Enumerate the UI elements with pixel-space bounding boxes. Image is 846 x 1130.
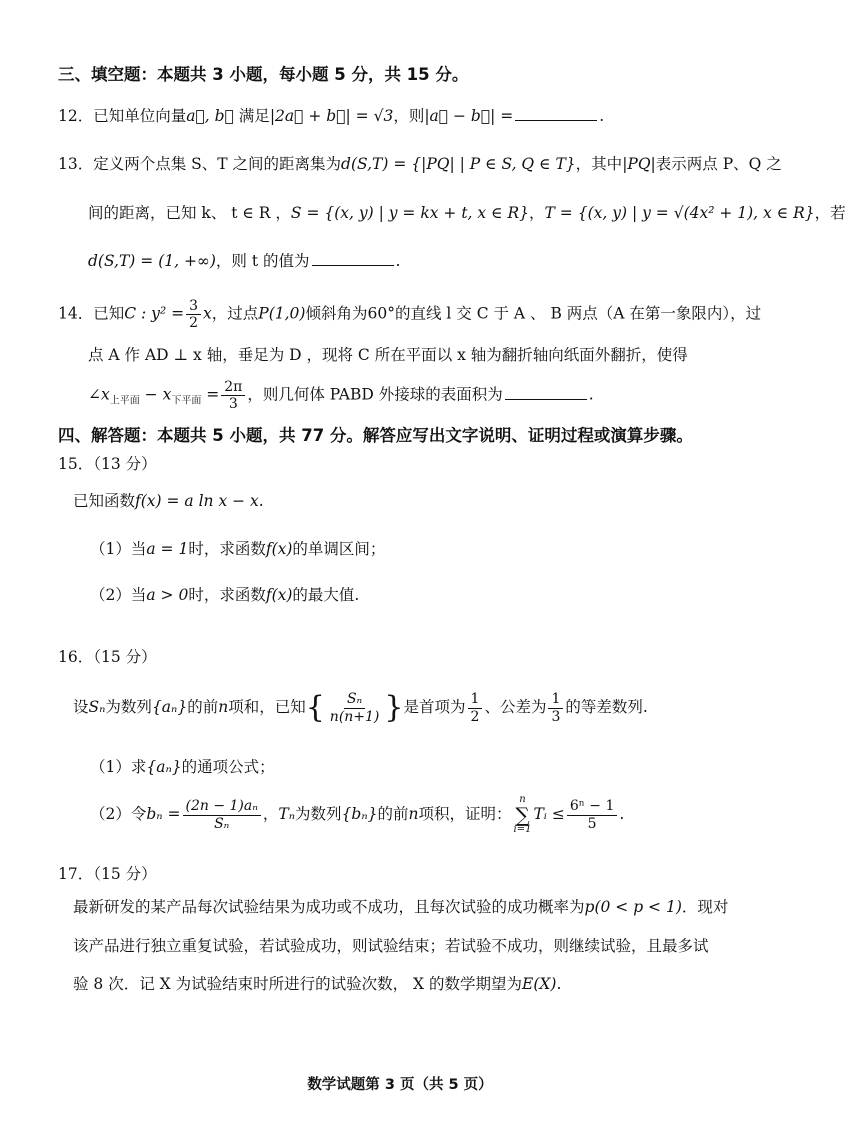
question-13-line2 — [88, 201, 846, 225]
q15-a-value: a = 1 — [146, 540, 189, 558]
q17-text: 验 8 次．记 X 为试验结束时所进行的试验次数， X 的数学期望为 — [73, 975, 522, 993]
q13-distance-set: d(S,T) = {|PQ| | P ∈ S, Q ∈ T} — [341, 155, 576, 173]
q13-text: ，则 t 的值为 — [215, 252, 310, 270]
q16-sn: Sₙ — [88, 698, 106, 716]
q16-bn: bₙ = — [146, 805, 181, 823]
q12-condition: |2a⃗ + b⃗| = √3 — [269, 107, 394, 125]
q16-text: ， — [262, 805, 279, 823]
sum-lower: i=1 — [513, 824, 532, 835]
q17-text: 最新研发的某产品每次试验结果为成功或不成功，且每次试验的成功概率为 — [73, 898, 585, 916]
q16-text: 的通项公式； — [181, 758, 275, 776]
q13-text: ，其中 — [575, 155, 623, 173]
q16-n: n — [218, 698, 229, 716]
q17-line3 — [73, 972, 561, 996]
q16-heading: 16．（15 分） — [58, 648, 157, 666]
fraction-denominator: n(n+1) — [329, 708, 380, 725]
q13-number: 13． — [58, 155, 94, 173]
question-13-line1 — [58, 152, 782, 176]
q16-text: 的前 — [377, 805, 409, 823]
q16-common-difference — [548, 691, 563, 724]
fraction-numerator: 3 — [186, 298, 201, 315]
fraction-denominator: 3 — [551, 708, 561, 725]
q16-an-sequence: {aₙ} — [151, 698, 188, 716]
q13-text: 间的距离，已知 k、 t ∈ R ， — [88, 204, 291, 222]
q13-set-s: S = {(x, y) | y = kx + t, x ∈ R} — [290, 204, 530, 222]
q17-end: . — [556, 975, 562, 993]
q13-distance-value: d(S,T) = (1, +∞) — [88, 252, 216, 270]
q15-a-condition: a > 0 — [146, 586, 189, 604]
fraction-numerator: Sₙ — [344, 691, 365, 708]
q16-text: 的等差数列. — [565, 698, 648, 716]
q15-function: f(x) = a ln x − x — [135, 492, 259, 510]
q17-line1 — [73, 895, 728, 919]
answer-blank-12[interactable] — [515, 104, 597, 121]
fraction-denominator: 2 — [470, 708, 480, 725]
q15-text: 时，求函数 — [188, 586, 266, 604]
q16-text: 设 — [73, 698, 89, 716]
q15-text: 的单调区间； — [292, 540, 386, 558]
summation-symbol — [514, 795, 532, 835]
q14-number: 14． — [58, 304, 94, 323]
q17-text: ．现对 — [681, 898, 729, 916]
q16-first-term — [468, 691, 483, 724]
fraction-numerator: 6ⁿ − 1 — [567, 798, 618, 815]
q14-text: 的直线 l 交 C 于 A 、 B 两点（A 在第一象限内），过 — [394, 304, 762, 323]
q13-text: ， — [529, 204, 545, 222]
q14-angle-symbol: ∠x — [88, 385, 110, 404]
q14-text: 倾斜角为 — [305, 304, 368, 323]
right-brace: } — [384, 690, 404, 725]
q15-fx: f(x) — [265, 586, 293, 604]
q15-stem — [73, 489, 264, 513]
answer-blank-14[interactable] — [505, 383, 587, 400]
q16-ti: Tᵢ ≤ — [533, 805, 565, 823]
section3-heading: 三、填空题：本题共 3 小题，每小题 5 分，共 15 分。 — [58, 65, 469, 84]
q15-part2 — [90, 583, 359, 607]
q15-text: （2）当 — [90, 586, 147, 604]
fraction-numerator: (2n − 1)aₙ — [183, 798, 261, 815]
fraction-denominator: 2 — [189, 315, 198, 332]
fraction-denominator: 5 — [587, 815, 597, 832]
q12-end: . — [599, 107, 605, 125]
q16-an-sequence: {aₙ} — [146, 758, 182, 776]
fraction-denominator: 3 — [228, 396, 238, 413]
q15-text: （1）当 — [90, 540, 147, 558]
q16-text: （1）求 — [90, 758, 147, 776]
q16-bn-fraction — [183, 798, 261, 831]
q13-end: . — [395, 252, 401, 270]
q15-text: 时，求函数 — [188, 540, 266, 558]
q14-sub-lower: 下平面 — [171, 395, 202, 407]
q17-heading: 17．（15 分） — [58, 865, 157, 883]
q14-text: ，则几何体 PABD 外接球的表面积为 — [247, 385, 503, 404]
sum-upper: n — [519, 794, 526, 805]
fraction-numerator: 2π — [221, 379, 245, 396]
q16-text: 、公差为 — [484, 698, 547, 716]
question-14-line3 — [88, 379, 594, 417]
q14-angle: 60° — [367, 304, 395, 323]
q14-curve: C : y² = — [124, 304, 185, 323]
q14-minus-x: − x — [139, 385, 172, 404]
q16-text: 的前 — [187, 698, 219, 716]
q14-sub-upper: 上平面 — [109, 395, 140, 407]
section4-heading: 四、解答题：本题共 5 小题，共 77 分。解答应写出文字说明、证明过程或演算步骤。 — [58, 426, 693, 445]
q14-equals: = — [201, 385, 220, 404]
q12-text: ，则 — [393, 107, 425, 125]
q17-expectation: E(X) — [522, 975, 557, 993]
q13-set-t: T = {(x, y) | y = √(4x² + 1), x ∈ R} — [544, 204, 815, 222]
fraction-denominator: Sₙ — [214, 815, 230, 832]
q16-text: （2）令 — [90, 805, 147, 823]
q14-text: 已知 — [93, 304, 125, 323]
question-14-line1 — [58, 298, 761, 331]
q16-brace-fraction — [327, 691, 383, 724]
q15-heading: 15．（13 分） — [58, 455, 157, 473]
q13-text: 表示两点 P、Q 之 — [655, 155, 782, 173]
q17-line2: 该产品进行独立重复试验，若试验成功，则试验结束；若试验不成功，则继续试验，且最多试 — [73, 937, 709, 955]
q14-x: x — [203, 304, 212, 323]
q15-text: 的最大值. — [292, 586, 360, 604]
question-12 — [58, 104, 604, 128]
q12-text: 已知单位向量 — [93, 107, 187, 125]
question-13-line3 — [88, 249, 400, 273]
answer-blank-13[interactable] — [312, 249, 394, 266]
q13-text: ，若 — [814, 204, 846, 222]
q16-n: n — [408, 805, 419, 823]
fraction-numerator: 1 — [548, 691, 563, 708]
q14-fraction — [186, 298, 201, 331]
q16-part2 — [90, 792, 624, 836]
q16-bn-sequence: {bₙ} — [341, 805, 378, 823]
page-footer: 数学试题第 3 页（共 5 页） — [307, 1077, 493, 1093]
q16-text: 为数列 — [295, 805, 342, 823]
q14-fraction-2 — [221, 379, 245, 412]
q12-vectors: a⃗, b⃗ — [186, 107, 234, 125]
sigma: ∑ — [515, 803, 530, 827]
q12-number: 12． — [58, 107, 94, 125]
q16-bound-fraction — [567, 798, 618, 831]
q15-fx: f(x) — [265, 540, 293, 558]
q16-text: 项和，已知 — [228, 698, 306, 716]
q14-text: ，过点 — [211, 304, 259, 323]
q12-ask: |a⃗ − b⃗| = — [424, 107, 514, 125]
left-brace: { — [305, 690, 325, 725]
q16-tn: Tₙ — [278, 805, 296, 823]
q13-text: 定义两个点集 S、T 之间的距离集为 — [93, 155, 342, 173]
q15-end: . — [258, 492, 264, 510]
q16-part1 — [90, 755, 275, 779]
fraction-numerator: 1 — [468, 691, 483, 708]
q16-text: 项积，证明： — [418, 805, 512, 823]
q17-probability: p(0 < p < 1) — [584, 898, 682, 916]
q14-point-p: P(1,0) — [258, 304, 306, 323]
q12-text: 满足 — [233, 107, 270, 125]
q13-pq: |PQ| — [622, 155, 656, 173]
q16-text: 为数列 — [105, 698, 152, 716]
q15-part1 — [90, 537, 385, 561]
question-14-line2: 点 A 作 AD ⊥ x 轴，垂足为 D ，现将 C 所在平面以 x 轴为翻折轴向纸面外翻折，使得 — [88, 346, 688, 364]
q16-stem — [73, 687, 648, 727]
q15-text: 已知函数 — [73, 492, 136, 510]
q16-end: . — [619, 805, 625, 823]
q16-text: 是首项为 — [403, 698, 466, 716]
q14-end: . — [588, 385, 594, 404]
